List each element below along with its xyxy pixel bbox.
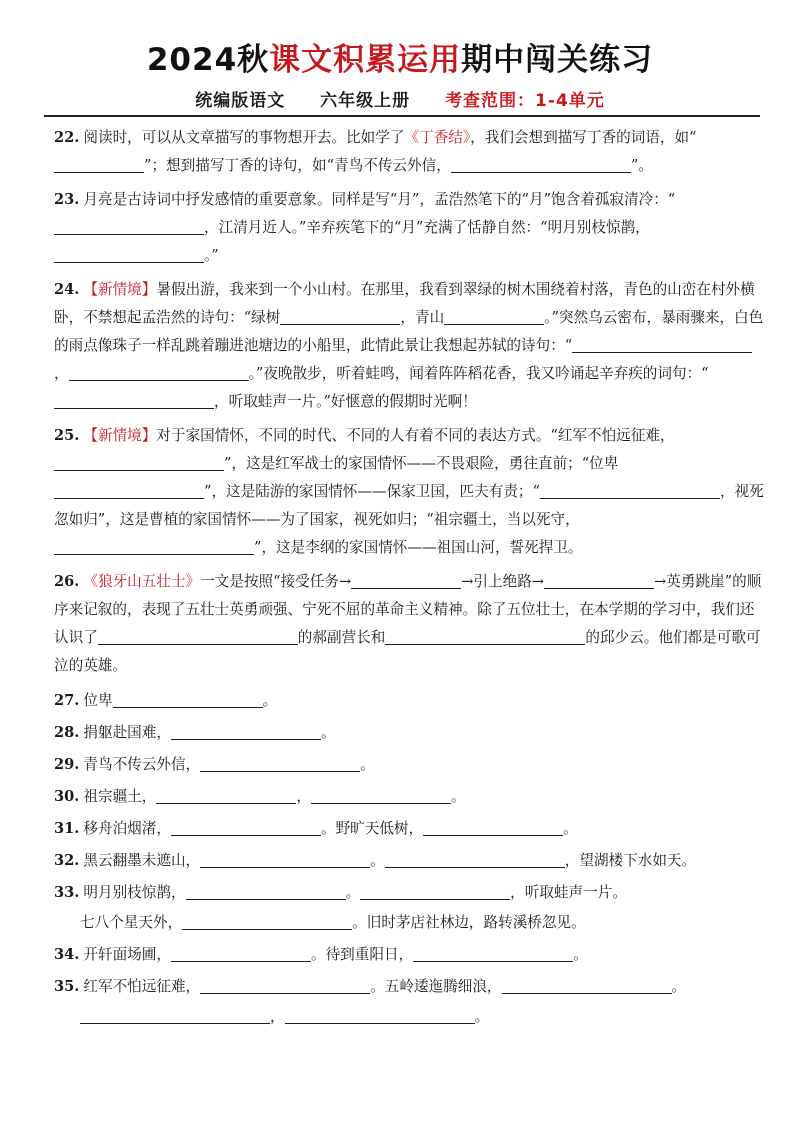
answer-blank[interactable] — [451, 154, 631, 173]
range-label: 考查范围：1-4单元 — [445, 91, 605, 111]
answer-blank[interactable] — [413, 943, 573, 962]
question-32: 32. 黑云翻墨未遮山， 。 ，望湖楼下水如天。 — [54, 846, 766, 876]
answer-blank[interactable] — [113, 689, 263, 708]
page-title — [0, 34, 800, 79]
answer-blank[interactable] — [54, 452, 224, 471]
answer-blank[interactable] — [200, 849, 370, 868]
edition-label: 统编版语文 — [195, 91, 286, 111]
answer-blank[interactable] — [171, 817, 321, 836]
answer-blank[interactable] — [351, 570, 461, 589]
answer-blank[interactable] — [200, 753, 360, 772]
answer-blank[interactable] — [54, 480, 204, 499]
answer-blank[interactable] — [69, 362, 249, 381]
answer-blank[interactable] — [280, 306, 400, 325]
answer-blank[interactable] — [171, 943, 311, 962]
header-divider — [44, 115, 760, 117]
question-35-line2: ， 。 — [54, 1002, 766, 1032]
question-28: 28. 捐躯赴国难， 。 — [54, 718, 766, 748]
answer-blank[interactable] — [182, 911, 352, 930]
question-34: 34. 开轩面场圃， 。待到重阳日， 。 — [54, 940, 766, 970]
answer-blank[interactable] — [444, 306, 544, 325]
answer-blank[interactable] — [540, 480, 720, 499]
question-30: 30. 祖宗疆土， ， 。 — [54, 782, 766, 812]
question-35: 35. 红军不怕远征难， 。五岭逶迤腾细浪， 。 ， 。 — [54, 972, 766, 1032]
answer-blank[interactable] — [502, 975, 672, 994]
question-list — [54, 124, 766, 1034]
answer-blank[interactable] — [98, 626, 298, 645]
answer-blank[interactable] — [54, 216, 204, 235]
answer-blank[interactable] — [80, 1005, 270, 1024]
question-22: 22. 阅读时，可以从文章描写的事物想开去。比如学了《丁香结》，我们会想到描写丁香的词语，如“”；想到描写丁香的诗句，如“青鸟不传云外信， ”。 — [54, 129, 697, 174]
question-27: 27. 位卑 。 — [54, 686, 766, 716]
question-25: 25. 【新情境】对于家国情怀，不同的时代、不同的人有着不同的表达方式。“红军不怕远征难，”，这是红军战士的家国情怀——不畏艰险，勇往直前；“位卑”，这是陆游的家国情怀——保家卫国，匹夫有责；“ ，视死忽如归”，这是曹植的家国情怀——为了国家，视死如归；“祖宗疆土，当以死守，”，这是李纲的家国情怀——祖国山河，誓死捍卫。 — [54, 427, 764, 556]
question-29: 29. 青鸟不传云外信， 。 — [54, 750, 766, 780]
answer-blank[interactable] — [360, 881, 510, 900]
answer-blank[interactable] — [54, 154, 144, 173]
answer-blank[interactable] — [54, 244, 204, 263]
question-33-line2: 七八个星天外， 。旧时茅店社林边，路转溪桥忽见。 — [54, 908, 766, 938]
question-31: 31. 移舟泊烟渚， 。野旷天低树， 。 — [54, 814, 766, 844]
question-23: 23. 月亮是古诗词中抒发感情的重要意象。同样是写“月”，孟浩然笔下的“月”饱含着孤寂清冷：“，江清月近人。”辛弃疾笔下的“月”充满了恬静自然：“明月别枝惊鹊，。” — [54, 191, 676, 264]
answer-blank[interactable] — [171, 721, 321, 740]
answer-blank[interactable] — [544, 570, 654, 589]
grade-label: 六年级上册 — [320, 91, 411, 111]
title-year: 2024秋 — [146, 42, 270, 78]
question-24: 24. 【新情境】暑假出游，我来到一个小山村。在那里，我看到翠绿的树木围绕着村落，青色的山峦在村外横卧，不禁想起孟浩然的诗句：“绿树 ，青山 。”突然乌云密布，暴雨骤来，白色的雨点像珠子一样乱跳着蹦进池塘边的小船里，此情此景让我想起苏轼的诗句：“， 。”夜晚散步，听着蛙鸣，闻着阵阵稻花香，我又吟诵起辛弃疾的词句：“，听取蛙声一片。”好惬意的假期时光啊！ — [54, 281, 764, 410]
answer-blank[interactable] — [423, 817, 563, 836]
question-33: 33. 明月别枝惊鹊， 。 ，听取蛙声一片。 七八个星天外， 。旧时茅店社林边，路转溪桥忽见。 — [54, 878, 766, 938]
title-highlight: 课文积累运用 — [269, 42, 462, 78]
answer-blank[interactable] — [54, 390, 214, 409]
answer-blank[interactable] — [200, 975, 370, 994]
answer-blank[interactable] — [54, 536, 254, 555]
answer-blank[interactable] — [311, 785, 451, 804]
answer-blank[interactable] — [186, 881, 346, 900]
page-subtitle — [0, 86, 800, 111]
title-suffix: 期中闯关练习 — [461, 42, 654, 78]
answer-blank[interactable] — [385, 849, 565, 868]
answer-blank[interactable] — [156, 785, 296, 804]
answer-blank[interactable] — [285, 1005, 475, 1024]
answer-blank[interactable] — [385, 626, 585, 645]
question-26: 26. 《狼牙山五壮士》一文是按照“接受任务→ →引上绝路→ →英勇跳崖”的顺序来记叙的，表现了五壮士英勇顽强、宁死不屈的革命主义精神。除了五位壮士，在本学期的学习中，我们还认识了 的郝副营长和 的邱少云。他们都是可歌可泣的英雄。 — [54, 568, 766, 680]
answer-blank[interactable] — [572, 334, 752, 353]
